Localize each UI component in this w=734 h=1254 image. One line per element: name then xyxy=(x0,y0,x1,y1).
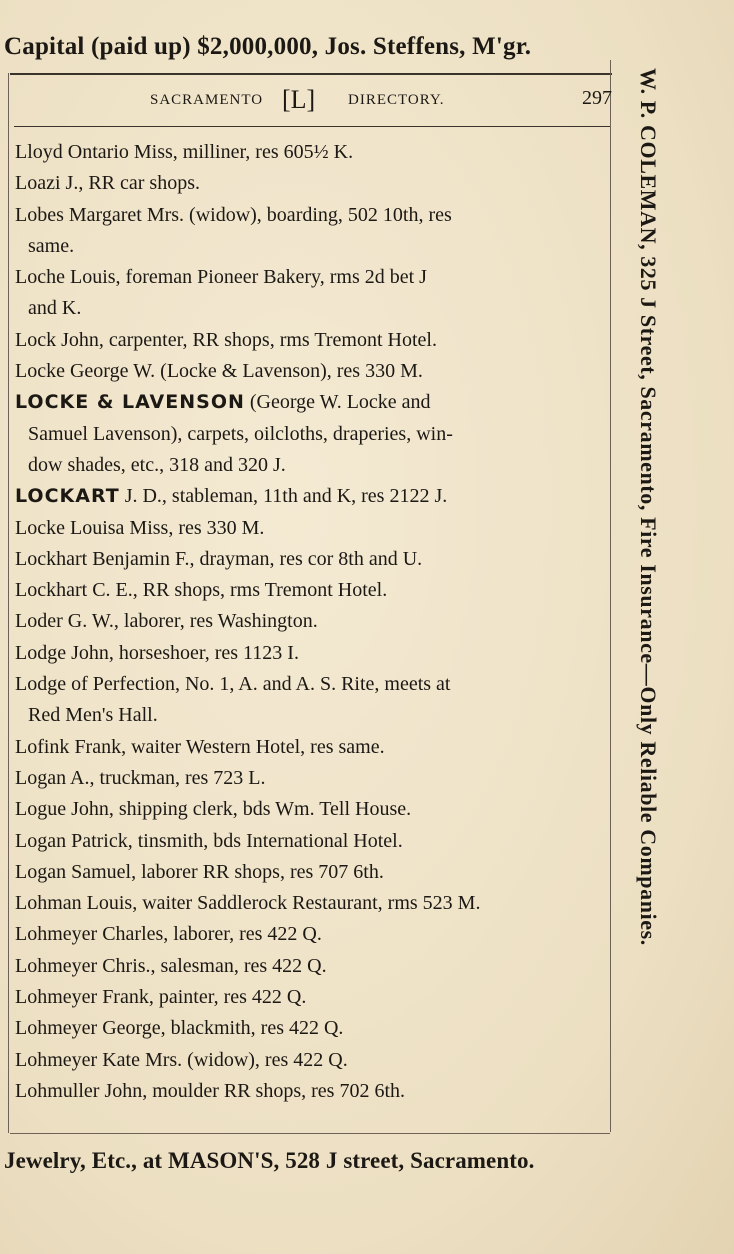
entry-text: John, carpenter, RR shops, rms Tremont Hotel. xyxy=(61,328,437,351)
entry-first-line xyxy=(15,481,607,512)
entry-first-line xyxy=(15,387,607,418)
entry-text: and K. xyxy=(28,297,82,320)
entry-text: Samuel, laborer RR shops, res 707 6th. xyxy=(71,860,384,883)
directory-entry xyxy=(15,638,607,669)
entry-surname: LOCKART xyxy=(15,485,120,508)
entry-surname: Lohmuller xyxy=(15,1079,100,1102)
header-section-letter: [L] xyxy=(282,85,316,114)
entry-first-line xyxy=(15,513,607,544)
entry-first-line xyxy=(15,826,607,857)
entry-surname: Logue xyxy=(15,798,67,821)
directory-entry xyxy=(15,544,607,575)
entry-surname: Lockhart xyxy=(15,579,88,602)
entry-text: of Perfection, No. 1, A. and A. S. Rite, meets at xyxy=(71,673,451,696)
page-number: 297 xyxy=(582,87,612,109)
directory-entry xyxy=(15,669,607,732)
entry-text: Louis, waiter Saddlerock Restaurant, rms 523 M. xyxy=(86,892,481,915)
entry-surname: Loche xyxy=(15,266,65,289)
entry-text: Samuel Lavenson), carpets, oilcloths, draperies, win- xyxy=(28,422,453,445)
entry-surname: Lock xyxy=(15,328,57,351)
side-advertisement: W. P. COLEMAN, 325 J Street, Sacramento, Fire Insurance—Only Reliable Companies. xyxy=(636,68,661,946)
entry-surname: Logan xyxy=(15,766,67,789)
entry-surname: Lofink xyxy=(15,735,70,758)
entry-text: George, blackmith, res 422 Q. xyxy=(102,1017,344,1040)
entry-text: G. W., laborer, res Washington. xyxy=(67,610,318,633)
directory-entry xyxy=(15,732,607,763)
entry-text: Benjamin F., drayman, res cor 8th and U. xyxy=(92,547,423,570)
entry-text: John, shipping clerk, bds Wm. Tell House. xyxy=(71,798,412,821)
entry-surname: Lockhart xyxy=(15,547,88,570)
entry-first-line xyxy=(15,575,607,606)
directory-entry xyxy=(15,857,607,888)
entry-text: J. D., stableman, 11th and K, res 2122 J. xyxy=(124,485,448,508)
entry-first-line xyxy=(15,919,607,950)
entry-continuation-line xyxy=(15,419,607,450)
entry-surname: Locke xyxy=(15,516,65,539)
directory-entry xyxy=(15,951,607,982)
entry-first-line xyxy=(15,669,607,700)
directory-entry xyxy=(15,1013,607,1044)
entry-surname: Lohmeyer xyxy=(15,954,98,977)
header-city: SACRAMENTO xyxy=(150,92,264,108)
entry-text: Patrick, tinsmith, bds International Hotel. xyxy=(71,829,403,852)
entry-first-line xyxy=(15,857,607,888)
entry-first-line xyxy=(15,638,607,669)
entry-surname: Lohmeyer xyxy=(15,1048,98,1071)
entry-first-line xyxy=(15,982,607,1013)
entry-text: John, moulder RR shops, res 702 6th. xyxy=(104,1079,405,1102)
entry-first-line xyxy=(15,168,607,199)
left-margin-rule xyxy=(8,73,9,1133)
directory-entry xyxy=(15,982,607,1013)
top-rule xyxy=(10,73,612,75)
directory-entry xyxy=(15,356,607,387)
entry-surname: Lodge xyxy=(15,673,67,696)
entry-surname: Logan xyxy=(15,829,67,852)
entry-first-line xyxy=(15,1045,607,1076)
entry-surname: Logan xyxy=(15,860,67,883)
entry-text: Louis, foreman Pioneer Bakery, rms 2d bet J xyxy=(69,266,427,289)
entry-text: Louisa Miss, res 330 M. xyxy=(69,516,265,539)
directory-entry xyxy=(15,794,607,825)
entry-surname: LOCKE & LAVENSON xyxy=(15,391,245,414)
entry-first-line xyxy=(15,200,607,231)
entry-first-line xyxy=(15,262,607,293)
directory-entries xyxy=(15,137,607,1107)
entry-text: Ontario Miss, milliner, res 605½ K. xyxy=(67,141,354,163)
entry-text: dow shades, etc., 318 and 320 J. xyxy=(28,453,286,476)
entry-first-line xyxy=(15,1076,607,1107)
right-margin-rule xyxy=(610,60,611,1132)
bottom-rule xyxy=(10,1133,610,1134)
directory-entry xyxy=(15,325,607,356)
entry-continuation-line xyxy=(15,293,607,324)
entry-text: Charles, laborer, res 422 Q. xyxy=(102,923,322,946)
entry-first-line xyxy=(15,888,607,919)
entry-first-line xyxy=(15,544,607,575)
entry-text: (George W. Locke and xyxy=(249,391,431,414)
entry-first-line xyxy=(15,137,607,168)
header-directory: DIRECTORY. xyxy=(348,92,445,108)
entry-text: same. xyxy=(28,234,75,257)
entry-first-line xyxy=(15,1013,607,1044)
directory-entry xyxy=(15,606,607,637)
entry-surname: Lodge xyxy=(15,641,67,664)
entry-first-line xyxy=(15,356,607,387)
running-head xyxy=(150,85,612,117)
entry-first-line xyxy=(15,951,607,982)
entry-text: Frank, painter, res 422 Q. xyxy=(102,986,307,1009)
entry-surname: Lobes xyxy=(15,203,64,226)
entry-text: George W. (Locke & Lavenson), res 330 M. xyxy=(69,360,423,383)
directory-entry xyxy=(15,1045,607,1076)
entry-surname: Locke xyxy=(15,360,65,383)
entry-continuation-line xyxy=(15,700,607,731)
entry-text: Margaret Mrs. (widow), boarding, 502 10th, res xyxy=(68,203,452,226)
directory-entry xyxy=(15,481,607,512)
entry-text: C. E., RR shops, rms Tremont Hotel. xyxy=(92,579,388,602)
entry-surname: Lohmeyer xyxy=(15,1017,98,1040)
entry-first-line xyxy=(15,325,607,356)
directory-entry xyxy=(15,919,607,950)
entry-surname: Lloyd xyxy=(15,141,63,163)
entry-surname: Lohman xyxy=(15,892,82,915)
directory-entry xyxy=(15,575,607,606)
directory-entry xyxy=(15,888,607,919)
directory-entry xyxy=(15,262,607,325)
directory-entry xyxy=(15,513,607,544)
entry-text: Kate Mrs. (widow), res 422 Q. xyxy=(102,1048,348,1071)
entry-first-line xyxy=(15,732,607,763)
entry-surname: Loder xyxy=(15,610,63,633)
entry-text: Frank, waiter Western Hotel, res same. xyxy=(74,735,385,758)
directory-entry xyxy=(15,168,607,199)
directory-entry xyxy=(15,137,607,168)
entry-surname: Lohmeyer xyxy=(15,986,98,1009)
directory-entry xyxy=(15,826,607,857)
directory-entry xyxy=(15,763,607,794)
entry-text: A., truckman, res 723 L. xyxy=(70,766,266,789)
bottom-advertisement: Jewelry, Etc., at MASON'S, 528 J street, Sacramento. xyxy=(4,1148,535,1173)
entry-text: Red Men's Hall. xyxy=(28,704,158,727)
entry-continuation-line xyxy=(15,231,607,262)
entry-text: Chris., salesman, res 422 Q. xyxy=(102,954,327,977)
directory-entry xyxy=(15,200,607,263)
entry-first-line xyxy=(15,606,607,637)
directory-entry xyxy=(15,1076,607,1107)
header-rule xyxy=(14,126,610,127)
entry-continuation-line xyxy=(15,450,607,481)
entry-surname: Loazi xyxy=(15,172,61,195)
top-advertisement: Capital (paid up) $2,000,000, Jos. Steffens, M'gr. xyxy=(4,33,532,60)
directory-entry xyxy=(15,387,607,481)
entry-text: J., RR car shops. xyxy=(65,172,200,195)
entry-first-line xyxy=(15,763,607,794)
entry-text: John, horseshoer, res 1123 I. xyxy=(71,641,299,664)
entry-surname: Lohmeyer xyxy=(15,923,98,946)
entry-first-line xyxy=(15,794,607,825)
